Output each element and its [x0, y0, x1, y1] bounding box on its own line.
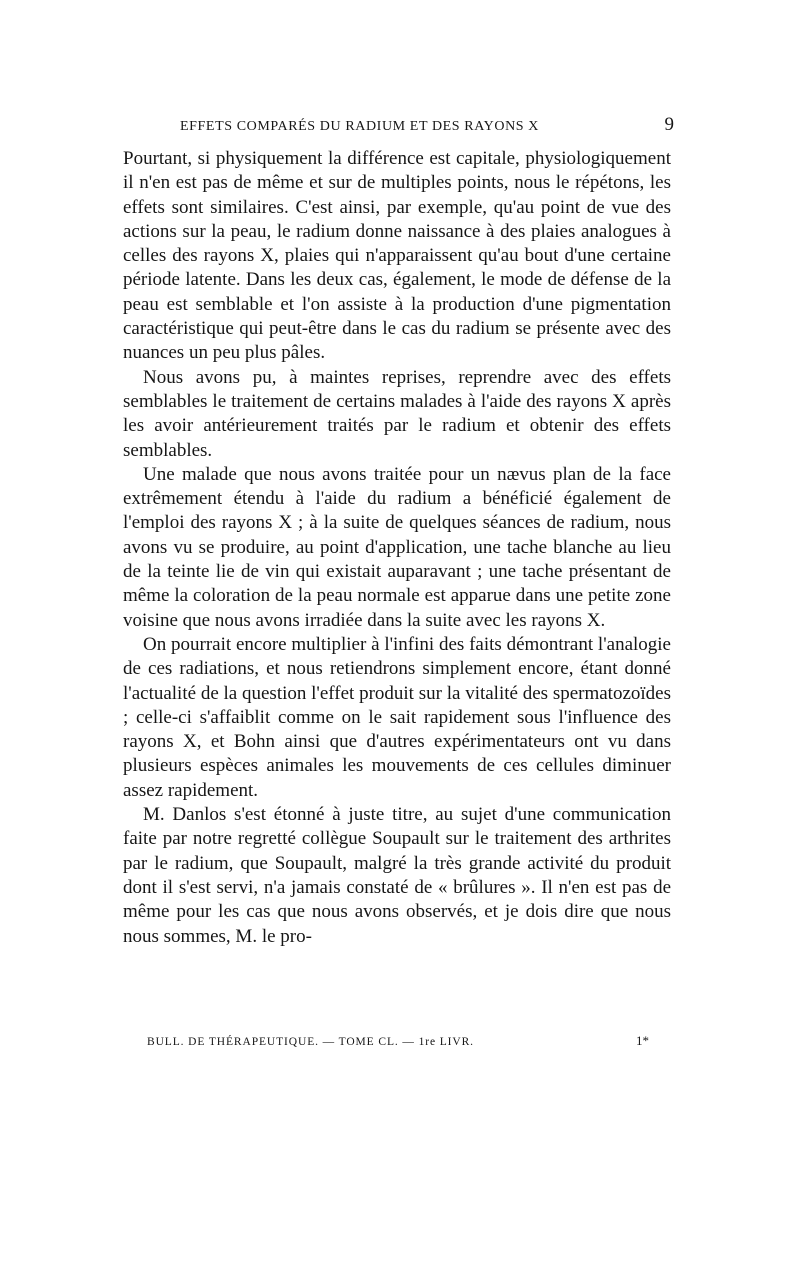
- paragraph-4: On pourrait encore multiplier à l'infini des faits démontrant l'analogie de ces radiations, et nous retiendrons simplement encore, étant donné l'actualité de la question l'effet produit sur la vitalité des spermatozoïdes ; celle-ci s'affaiblit comme on le sait rapidement sous l'influence des rayons X, et Bohn ainsi que d'autres expérimentateurs ont vu dans plusieurs espèces animales les mouvements de ces cellules diminuer assez rapidement.: [123, 633, 671, 801]
- body-text: [123, 147, 671, 949]
- page-footer: [147, 1033, 649, 1049]
- running-title: EFFETS COMPARÉS DU RADIUM ET DES RAYONS X: [180, 119, 539, 134]
- signature-mark: 1*: [636, 1033, 649, 1048]
- page-number: 9: [664, 114, 674, 135]
- paragraph-1: Pourtant, si physiquement la différence est capitale, physiologiquement il n'en est pas de même et sur de multiples points, nous le répétons, les effets sont similaires. C'est ainsi, par exemple, qu'au point de vue des actions sur la peau, le radium donne naissance à des plaies analogues à celles des rayons X, plaies qui n'apparaissent qu'au bout d'une certaine période latente. Dans les deux cas, également, le mode de défense de la peau est semblable et l'on assiste à la production d'une pigmentation caractéristique qui peut-être dans le cas du radium se présente avec des nuances un peu plus pâles.: [123, 148, 671, 364]
- running-head: [180, 114, 674, 138]
- paragraph-2: Nous avons pu, à maintes reprises, reprendre avec des effets semblables le traitement de certains malades à l'aide des rayons X après les avoir antérieurement traités par le radium et obtenir des effets semblables.: [123, 366, 671, 461]
- paragraph-5: M. Danlos s'est étonné à juste titre, au sujet d'une communication faite par notre regretté collègue Soupault sur le traitement des arthrites par le radium, que Soupault, malgré la très grande activité du produit dont il s'est servi, n'a jamais constaté de « brûlures ». Il n'en est pas de même pour les cas que nous avons observés, et je dois dire que nous nous sommes, M. le pro-: [123, 804, 671, 947]
- paragraph-3: Une malade que nous avons traitée pour un nævus plan de la face extrêmement étendu à l'aide du radium a bénéficié également de l'emploi des rayons X ; à la suite de quelques séances de radium, nous avons vu se produire, au point d'application, une tache blanche au lieu de la teinte lie de vin qui existait auparavant ; une tache présentant de même la coloration de la peau normale est apparue dans une petite zone voisine que nous avons irradiée dans la suite avec les rayons X.: [123, 463, 671, 631]
- journal-reference: BULL. DE THÉRAPEUTIQUE. — TOME CL. — 1re LIVR.: [147, 1036, 474, 1048]
